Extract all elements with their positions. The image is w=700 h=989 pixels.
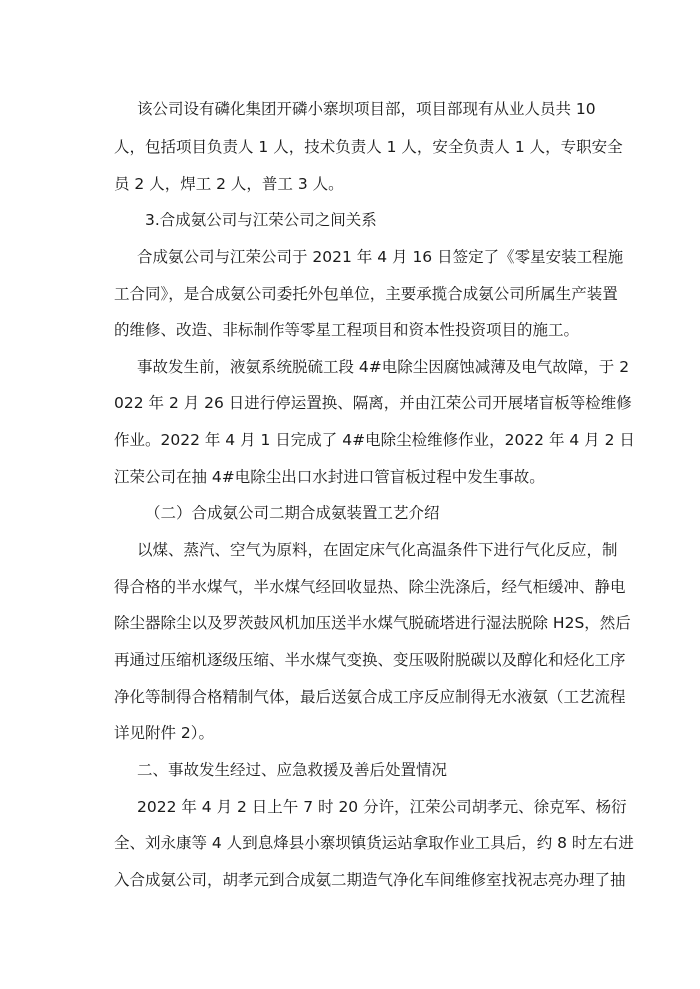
paragraph-line: 工合同》，是合成氨公司委托外包单位，主要承揽合成氨公司所属生产装置: [114, 285, 618, 303]
paragraph-line: 该公司设有磷化集团开磷小寨坝项目部，项目部现有从业人员共 10: [137, 100, 596, 118]
paragraph-line: 作业。2022 年 4 月 1 日完成了 4#电除尘检维修作业，2022 年 4 月 2 日: [114, 431, 635, 449]
paragraph-line: 除尘器除尘以及罗茨鼓风机加压送半水煤气脱硫塔进行湿法脱除 H2S，然后: [114, 614, 631, 632]
paragraph-line: 人，包括项目负责人 1 人，技术负责人 1 人，安全负责人 1 人，专职安全: [114, 138, 623, 156]
paragraph-line: 得合格的半水煤气，半水煤气经回收显热、除尘洗涤后，经气柜缓冲、静电: [114, 578, 626, 596]
paragraph-line: 022 年 2 月 26 日进行停运置换、隔离，并由江荣公司开展堵盲板等检维修: [114, 394, 632, 412]
paragraph-line: 净化等制得合格精制气体，最后送氨合成工序反应制得无水液氨（工艺流程: [114, 688, 626, 706]
section-heading: 3.合成氨公司与江荣公司之间关系: [145, 211, 377, 229]
paragraph-line: 全、刘永康等 4 人到息烽县小寨坝镇货运站拿取作业工具后，约 8 时左右进: [114, 834, 634, 852]
paragraph-line: 事故发生前，液氨系统脱硫工段 4#电除尘因腐蚀减薄及电气故障，于 2: [137, 358, 630, 376]
paragraph-line: 员 2 人，焊工 2 人，普工 3 人。: [114, 175, 344, 193]
paragraph-line: 江荣公司在抽 4#电除尘出口水封进口管盲板过程中发生事故。: [114, 468, 545, 486]
paragraph-line: 合成氨公司与江荣公司于 2021 年 4 月 16 日签定了《零星安装工程施: [137, 248, 624, 266]
paragraph-line: 入合成氨公司，胡孝元到合成氨二期造气净化车间维修室找祝志亮办理了抽: [114, 871, 626, 889]
paragraph-line: 的维修、改造、非标制作等零星工程项目和资本性投资项目的施工。: [114, 321, 580, 339]
paragraph-line: 2022 年 4 月 2 日上午 7 时 20 分许，江荣公司胡孝元、徐克军、杨衍: [137, 798, 627, 816]
section-heading: 二、事故发生经过、应急救援及善后处置情况: [137, 761, 448, 779]
paragraph-line: 以煤、蒸汽、空气为原料，在固定床气化高温条件下进行气化反应，制: [137, 541, 618, 559]
paragraph-line: 详见附件 2）。: [114, 724, 215, 742]
paragraph-line: 再通过压缩机逐级压缩、半水煤气变换、变压吸附脱碳以及醇化和烃化工序: [114, 651, 626, 669]
section-heading: （二）合成氨公司二期合成氨装置工艺介绍: [145, 504, 440, 522]
